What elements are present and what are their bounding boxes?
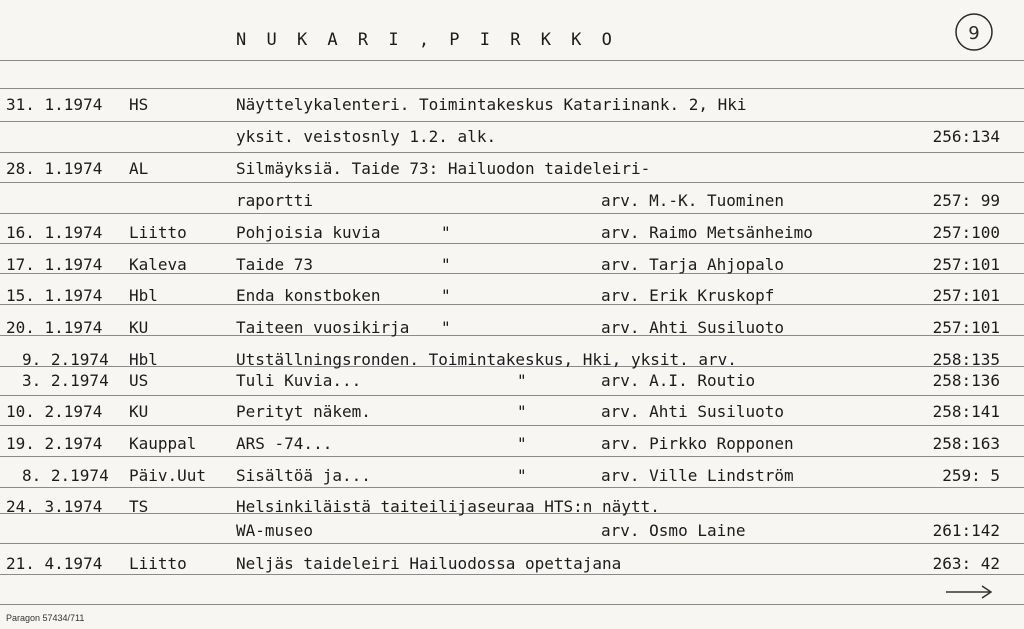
ruled-line [0, 543, 1024, 544]
continue-arrow-icon [944, 583, 994, 601]
entry-date: 8. 2.1974 [22, 466, 109, 485]
entry-date: 15. 1.1974 [6, 286, 103, 305]
entry-source: TS [129, 497, 149, 516]
entry-text: Taiteen vuosikirja [236, 318, 410, 337]
entry-source: AL [129, 159, 149, 178]
entry-text: Taide 73 [236, 255, 314, 274]
entry-text: Pohjoisia kuvia [236, 223, 381, 242]
entry-reference: 258:135 [932, 350, 1000, 369]
entry-date: 10. 2.1974 [6, 402, 103, 421]
entry-source: KU [129, 318, 149, 337]
entry-ditto-mark: " [517, 371, 527, 390]
entry-row [0, 254, 1024, 276]
entry-source: US [129, 371, 149, 390]
entry-reference: 261:142 [932, 521, 1000, 540]
entry-row [0, 496, 1024, 518]
entry-reviewer: arv. Ahti Susiluoto [601, 402, 785, 421]
page-number-stamp [952, 10, 996, 54]
entry-row [0, 94, 1024, 116]
entry-row [0, 553, 1024, 575]
entry-reviewer: arv. M.-K. Tuominen [601, 191, 785, 210]
entry-row [0, 370, 1024, 392]
entry-reviewer: arv. Raimo Metsänheimo [601, 223, 813, 242]
entry-text: raportti [236, 191, 314, 210]
entry-date: 17. 1.1974 [6, 255, 103, 274]
entry-ditto-mark: " [517, 402, 527, 421]
entry-source: Liitto [129, 554, 187, 573]
entry-text: Sisältöä ja... [236, 466, 371, 485]
entry-ditto-mark: " [517, 466, 527, 485]
entry-source: Hbl [129, 350, 158, 369]
entry-text: Enda konstboken [236, 286, 381, 305]
entry-reference: 257:101 [932, 255, 1000, 274]
entry-reference: 257:100 [932, 223, 1000, 242]
entry-date: 21. 4.1974 [6, 554, 103, 573]
ruled-line [0, 213, 1024, 214]
entry-text: Näyttelykalenteri. Toimintakeskus Katariinank. 2, Hki [236, 95, 747, 114]
entry-source: Päiv.Uut [129, 466, 207, 485]
entry-source: Kauppal [129, 434, 197, 453]
svg-text:9: 9 [968, 23, 980, 44]
entry-ditto-mark: " [441, 255, 451, 274]
ruled-line [0, 60, 1024, 61]
entry-row [0, 317, 1024, 339]
entry-text: WA-museo [236, 521, 314, 540]
entry-row [0, 158, 1024, 180]
entry-reference: 258:136 [932, 371, 1000, 390]
entry-reviewer: arv. A.I. Routio [601, 371, 756, 390]
entry-row [0, 190, 1024, 212]
ruled-line [0, 487, 1024, 488]
ruled-line [0, 121, 1024, 122]
entry-row [0, 433, 1024, 455]
ruled-line [0, 395, 1024, 396]
entry-source: Kaleva [129, 255, 187, 274]
entry-date: 9. 2.1974 [22, 350, 109, 369]
entry-reference: 258:141 [932, 402, 1000, 421]
entry-ditto-mark: " [441, 318, 451, 337]
entry-row [0, 465, 1024, 487]
entry-reviewer: arv. Ahti Susiluoto [601, 318, 785, 337]
entry-text: yksit. veistosnly 1.2. alk. [236, 127, 497, 146]
entry-reference: 257:101 [932, 318, 1000, 337]
entry-row [0, 126, 1024, 148]
entry-source: KU [129, 402, 149, 421]
entry-row [0, 285, 1024, 307]
entry-date: 28. 1.1974 [6, 159, 103, 178]
entry-text: Perityt näkem. [236, 402, 371, 421]
entry-source: Hbl [129, 286, 158, 305]
entry-reviewer: arv. Erik Kruskopf [601, 286, 775, 305]
entry-text: Neljäs taideleiri Hailuodossa opettajana [236, 554, 622, 573]
entry-text: ARS -74... [236, 434, 333, 453]
entry-row [0, 401, 1024, 423]
entry-source: Liitto [129, 223, 187, 242]
ruled-line [0, 456, 1024, 457]
entry-reviewer: arv. Osmo Laine [601, 521, 746, 540]
entry-date: 3. 2.1974 [22, 371, 109, 390]
entry-date: 20. 1.1974 [6, 318, 103, 337]
card-footer: Paragon 57434/711 [6, 613, 85, 623]
entry-reference: 259: 5 [942, 466, 1000, 485]
ruled-line [0, 604, 1024, 605]
entry-reference: 257: 99 [932, 191, 1000, 210]
entry-reviewer: arv. Pirkko Ropponen [601, 434, 794, 453]
card-title: N U K A R I , P I R K K O [236, 30, 617, 50]
entry-row [0, 222, 1024, 244]
entry-reviewer: arv. Tarja Ahjopalo [601, 255, 785, 274]
entry-date: 24. 3.1974 [6, 497, 103, 516]
entry-source: HS [129, 95, 149, 114]
entry-reference: 258:163 [932, 434, 1000, 453]
ruled-line [0, 88, 1024, 89]
entry-ditto-mark: " [517, 434, 527, 453]
entry-text: Helsinkiläistä taiteilijaseuraa HTS:n näytt. [236, 497, 660, 516]
ruled-line [0, 152, 1024, 153]
entry-date: 19. 2.1974 [6, 434, 103, 453]
entry-ditto-mark: " [441, 223, 451, 242]
entry-reference: 263: 42 [932, 554, 1000, 573]
entry-date: 16. 1.1974 [6, 223, 103, 242]
entry-row [0, 520, 1024, 542]
entry-text: Silmäyksiä. Taide 73: Hailuodon taideleiri- [236, 159, 651, 178]
entry-ditto-mark: " [441, 286, 451, 305]
entry-row [0, 349, 1024, 371]
entry-reference: 256:134 [932, 127, 1000, 146]
ruled-line [0, 182, 1024, 183]
entry-text: Utställningsronden. Toimintakeskus, Hki, yksit. arv. [236, 350, 737, 369]
ruled-line [0, 425, 1024, 426]
entry-reference: 257:101 [932, 286, 1000, 305]
entry-date: 31. 1.1974 [6, 95, 103, 114]
entry-text: Tuli Kuvia... [236, 371, 362, 390]
entry-reviewer: arv. Ville Lindström [601, 466, 794, 485]
